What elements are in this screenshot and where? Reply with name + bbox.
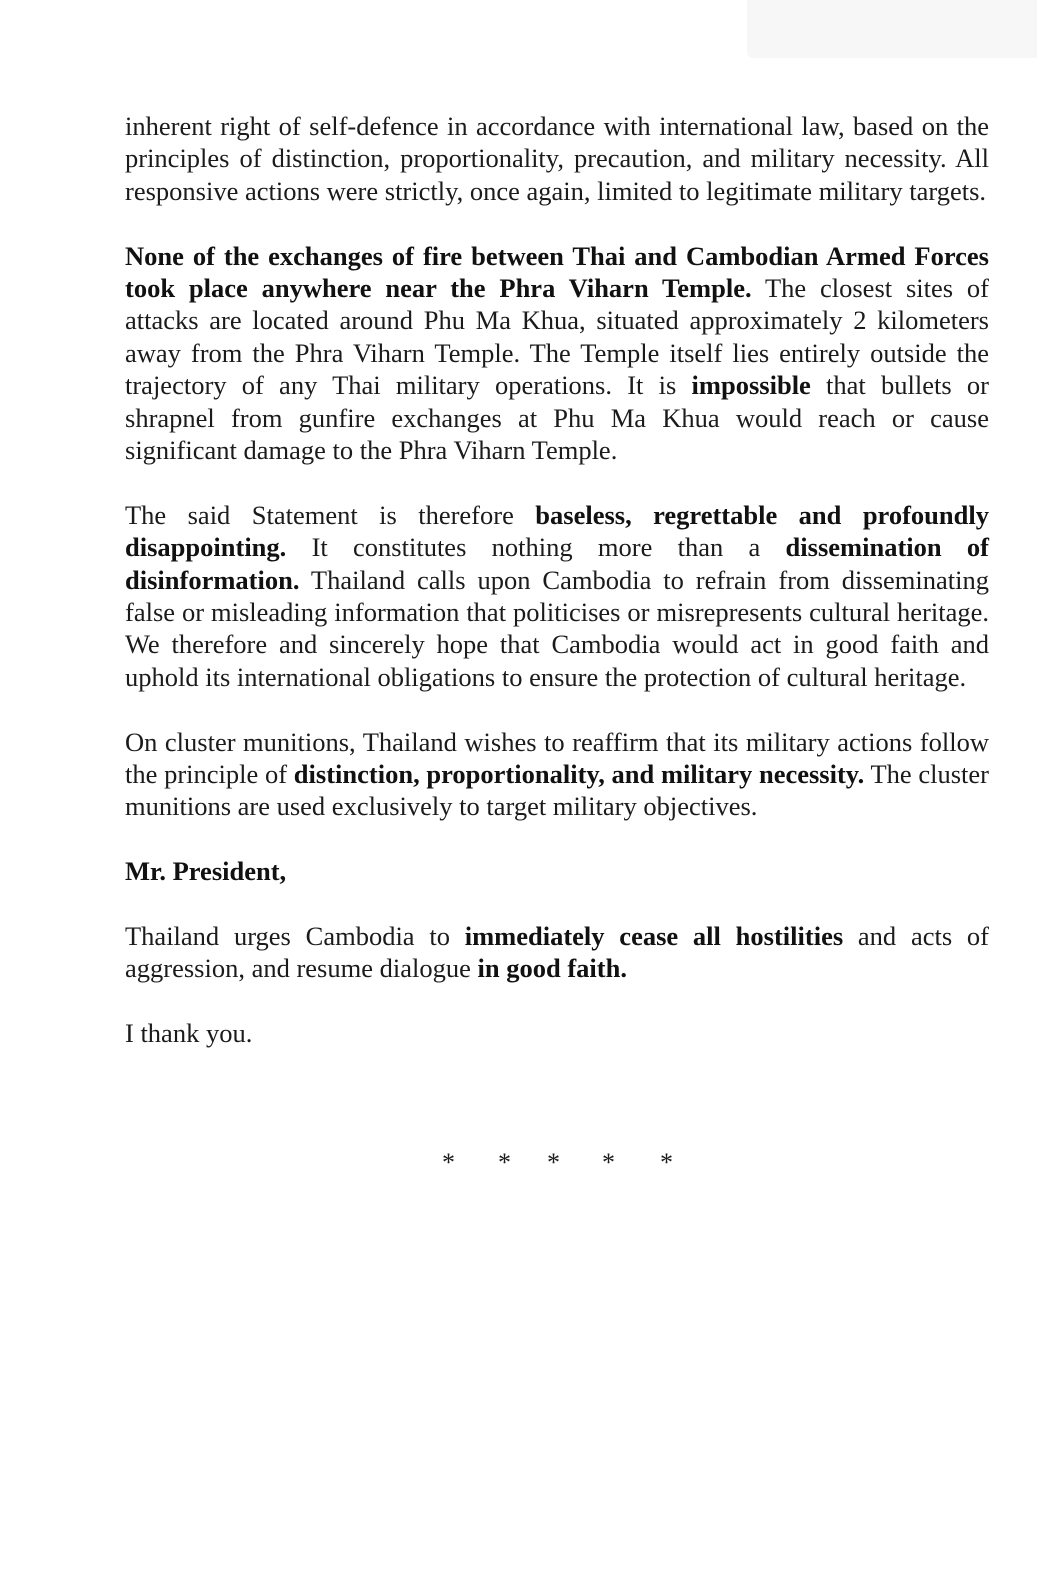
paragraph-text: and acts of aggression, and resume dialogue <box>125 921 989 984</box>
emphasis-text: baseless, regrettable and profoundly disappointing. <box>125 499 989 563</box>
emphasis-text: None of the exchanges of fire between Thai and Cambodian Armed Forces took place anywhere near the Phra Viharn Temple. <box>125 240 989 304</box>
paragraph-text: that bullets or shrapnel from gunfire exchanges at Phu Ma Khua would reach or cause significant damage to the Phra Viharn Temple. <box>125 370 989 466</box>
paragraph-phra-viharn <box>125 240 989 467</box>
closing-text: I thank you. <box>125 1018 253 1049</box>
watermark-area <box>747 0 1037 58</box>
paragraph-self-defence <box>125 110 989 207</box>
paragraph-text: On cluster munitions, Thailand wishes to reaffirm that its military actions follow the principle of <box>125 726 989 790</box>
star-separator: * <box>547 1148 560 1177</box>
star-separator: * <box>498 1148 511 1177</box>
emphasis-text: dissemination of disinformation. <box>125 532 989 595</box>
paragraph-text: The cluster munitions are used exclusively to target military objectives. <box>125 759 989 822</box>
salutation-text: Mr. President, <box>125 856 287 887</box>
star-separator: * <box>442 1148 455 1177</box>
paragraph-urges <box>125 920 989 985</box>
paragraph-cluster-munitions <box>125 726 989 823</box>
star-separator: * <box>660 1148 673 1177</box>
paragraph-text: Thailand urges Cambodia to <box>125 921 465 952</box>
star-separator: * <box>602 1148 615 1177</box>
paragraph-text: inherent right of self-defence in accordance with international law, based on the principles of distinction, proportionality, precaution, and military necessity. All responsive actions were strictly, once again, limited to legitimate military targets. <box>125 111 989 206</box>
emphasis-text: impossible <box>691 370 811 401</box>
closing-line <box>125 1017 989 1049</box>
paragraph-text: The said Statement is therefore <box>125 499 536 530</box>
emphasis-text: immediately cease all hostilities <box>464 921 844 952</box>
paragraph-text: Thailand calls upon Cambodia to refrain from disseminating false or misleading information that politicises or misrepresents cultural heritage. We therefore and sincerely hope that Cambodia would act in good faith and uphold its international obligations to ensure the protection of cultural heritage. <box>125 564 989 692</box>
emphasis-text: in good faith. <box>477 953 627 984</box>
emphasis-text: distinction, proportionality, and military necessity. <box>293 759 865 790</box>
paragraph-text: It constitutes nothing more than a <box>286 532 786 563</box>
paragraph-statement <box>125 499 989 693</box>
paragraph-text: The closest sites of attacks are located around Phu Ma Khua, situated approximately 2 kilometers away from the Phra Viharn Temple. The Temple itself lies entirely outside the trajectory of any Thai military operations. It is <box>125 273 989 401</box>
salutation <box>125 855 989 887</box>
document-body <box>125 110 989 1082</box>
